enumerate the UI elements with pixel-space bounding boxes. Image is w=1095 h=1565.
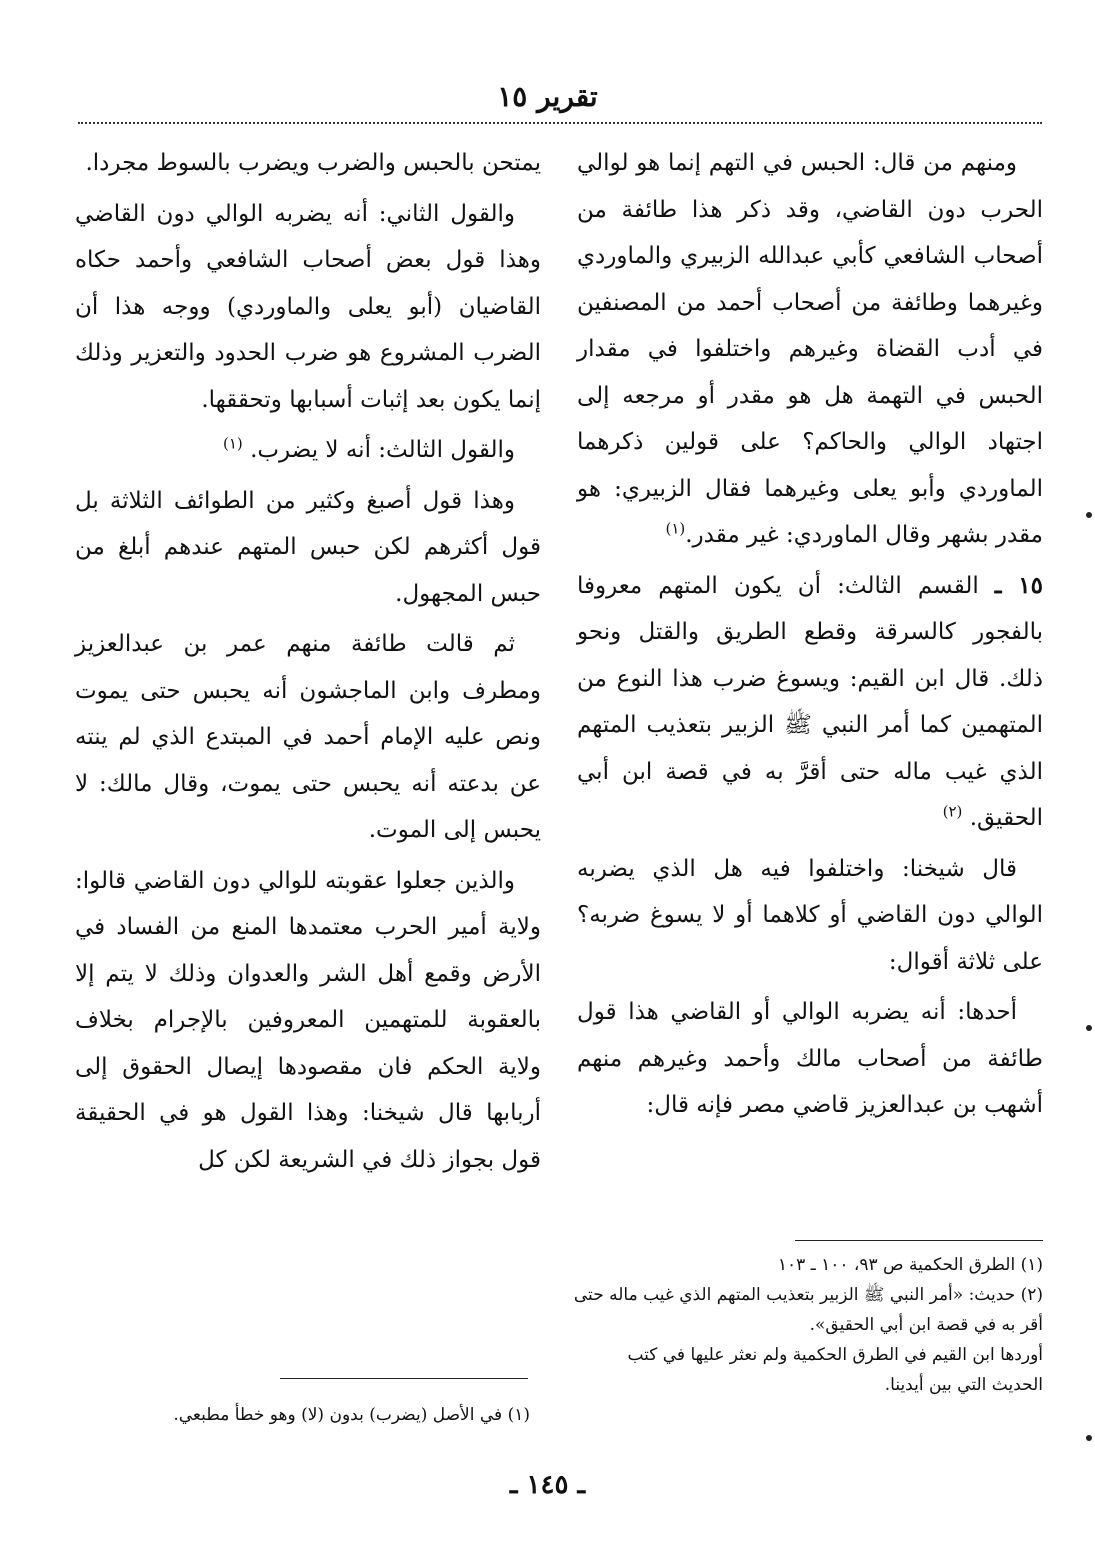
running-header-title: تقرير ١٥ — [497, 80, 598, 113]
footnotes-left-column — [110, 1400, 530, 1430]
margin-mark — [1086, 1435, 1092, 1441]
paragraph-text: ومنهم من قال: الحبس في التهم إنما هو لوالي الحرب دون القاضي، وقد ذكر هذا طائفة من أصحاب الشافعي كأبي عبدالله الزبيري والماوردي وغيرهما وطائفة من أصحاب أحمد من المصنفين في أدب القضاة وغيرهم واختلفوا في مقدار الحبس في التهمة هل هو مقدر أو مرجعه إلى اجتهاد الوالي والحاكم؟ على قولين ذكرهما الماوردي وأبو يعلى وغيرهما فقال الزبيري: هو مقدر بشهر وقال الماوردي: غير مقدر. — [577, 150, 1043, 548]
paragraph-text: ثم قالت طائفة منهم عمر بن عبدالعزيز ومطرف وابن الماجشون أنه يحبس حتى يموت ونص عليه الإمام أحمد في المبتدع الذي لم ينته عن بدعته أنه يحبس حتى يموت، وقال مالك: لا يحبس إلى الموت. — [75, 631, 541, 843]
footnote-2: (٢) حديث: «أمر النبي ﷺ الزبير بتعذيب المتهم الذي غيب ماله حتى أقر به في قصة ابن أبي الحقيق». — [573, 1285, 1043, 1335]
paragraph-section-15 — [577, 563, 1043, 842]
paragraph-governor-punishment — [75, 858, 541, 1184]
paragraph-third-opinion — [75, 427, 541, 474]
paragraph-second-opinion — [75, 191, 541, 424]
page-number: ـ ١٤٥ ـ — [509, 1470, 586, 1500]
section-number: ١٥ ـ — [994, 571, 1044, 599]
paragraph-text: يمتحن بالحبس والضرب ويضرب بالسوط مجردا. — [85, 150, 541, 176]
paragraph-text: القسم الثالث: أن يكون المتهم معروفا بالفجور كالسرقة وقطع الطريق والقتل ونحو ذلك. قال ابن القيم: ويسوغ ضرب هذا النوع من المتهمين كما أمر النبي ﷺ الزبير بتعذيب المتهم الذي غيب ماله حتى أقرَّ به في قصة ابن أبي الحقيق. — [577, 572, 1043, 831]
paragraph-text: قال شيخنا: واختلفوا فيه هل الذي يضربه الوالي دون القاضي أو كلاهما أو لا يسوغ ضربه؟ على ثلاثة أقوال: — [577, 855, 1043, 975]
footnote-separator-right — [795, 1240, 1043, 1241]
right-text-column — [577, 140, 1043, 1147]
margin-mark — [1086, 1025, 1092, 1031]
paragraph-continuation — [75, 140, 541, 187]
left-text-column — [75, 140, 541, 1187]
paragraph-text: والذين جعلوا عقوبته للوالي دون القاضي قالوا: ولاية أمير الحرب معتمدها المنع من الفساد في الأرض وقمع أهل الشر والعدوان وذلك لا يتم إلا بالعقوبة للمتهمين المعروفين بالإجرام بخلاف ولاية الحكم فان مقصودها إيصال الحقوق إلى أربابها قال شيخنا: وهذا القول هو في الحقيقة قول بجواز ذلك في الشريعة لكن كل — [75, 867, 541, 1173]
footnote-marker: (٢) — [942, 802, 963, 821]
footnote-separator-left — [280, 1378, 528, 1379]
paragraph-text: والقول الثالث: أنه لا يضرب. — [250, 437, 515, 463]
paragraph-text: والقول الثاني: أنه يضربه الوالي دون القاضي وهذا قول بعض أصحاب الشافعي وأحمد حكاه القاضيان (أبو يعلى والماوردي) ووجه هذا أن الضرب المشروع هو ضرب الحدود والتعزير وذلك إنما يكون بعد إثبات أسبابها وتحققها. — [75, 200, 541, 413]
paragraph-three-opinions — [577, 846, 1043, 986]
footnote-1: (١) الطرق الحكمية ص ٩٣، ١٠٠ ـ ١٠٣ — [777, 1255, 1043, 1275]
margin-mark — [1086, 512, 1092, 518]
footnote-marker: (١) — [223, 434, 243, 453]
footnote-marker: (١) — [665, 519, 686, 538]
footnotes-right-column — [573, 1250, 1043, 1400]
paragraph-detention-until-death — [75, 621, 541, 854]
paragraph-detention-opinion — [577, 140, 1043, 559]
paragraph-first-opinion — [577, 989, 1043, 1129]
paragraph-asbagh-opinion — [75, 478, 541, 618]
paragraph-text: وهذا قول أصبغ وكثير من الطوائف الثلاثة بل قول أكثرهم لكن حبس المتهم عندهم أبلغ من حبس المجهول. — [75, 487, 541, 607]
footnote-1: (١) في الأصل (يضرب) بدون (لا) وهو خطأ مطبعي. — [173, 1405, 530, 1425]
footnote-2-continuation: أوردها ابن القيم في الطرق الحكمية ولم نعثر عليها في كتب الحديث التي بين أيدينا. — [627, 1345, 1043, 1395]
header-dotted-rule — [78, 122, 1042, 124]
paragraph-text: أحدها: أنه يضربه الوالي أو القاضي هذا قول طائفة من أصحاب مالك وأحمد وغيرهم منهم أشهب بن عبدالعزيز قاضي مصر فإنه قال: — [577, 999, 1043, 1118]
